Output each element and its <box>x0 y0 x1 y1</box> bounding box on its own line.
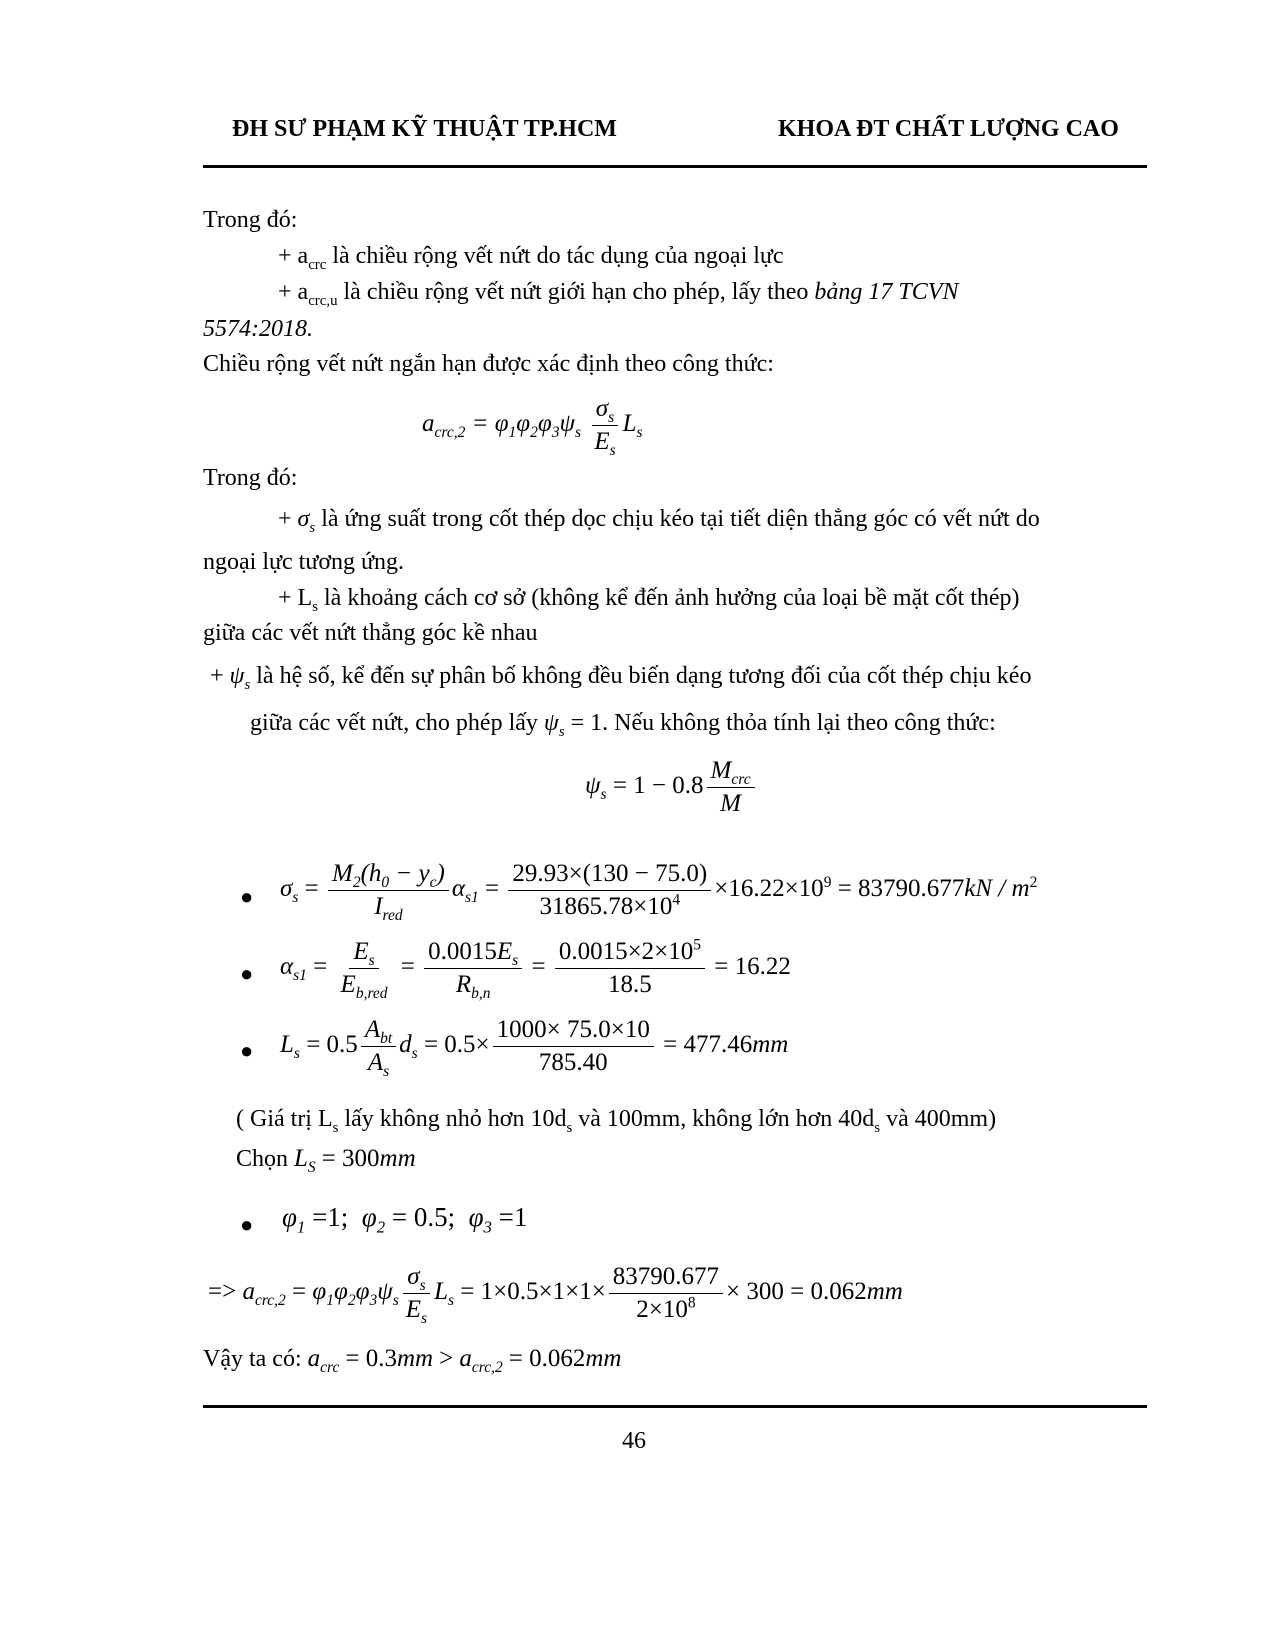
intro-formula: Chiều rộng vết nứt ngắn hạn được xác định theo công thức: <box>203 351 774 377</box>
bullet-icon: ● <box>240 884 254 909</box>
header-left: ĐH SƯ PHẠM KỸ THUẬT TP.HCM <box>232 116 617 142</box>
ls-line1: + $L_s$ là khoảng cách cơ sở (không kể đến ảnh hưởng của loại bề mặt cốt thép) <box>278 585 1020 615</box>
header-right: KHOA ĐT CHẤT LƯỢNG CAO <box>778 116 1119 142</box>
formula-ls: $L_s = 0.5$ $\frac{A_{bt}}{A_s}$ $d_s = 0.5\times$ $\frac{1000\times 75.0\times 10}{785.40}$ = 477.46mm <box>280 1016 789 1080</box>
bullet-icon: ● <box>240 1038 254 1063</box>
chon-line: Chọn $L_S = 300mm$ <box>236 1145 416 1176</box>
formula-acrc2: $a_{crc,2} = \varphi_1\varphi_2\varphi_3\psi_s$ $\frac{\sigma_s}{E_s}$ $L_s$ <box>422 395 643 459</box>
formula-sigma: $\sigma_s$ = $\frac{M_2(h_0 - y_c)}{I_{red}}$ $\alpha_{s1}$ = $\frac{29.93\times(130 - 75.0)}{31865.78\times 10^4}$ $\times 16.22\times 10^9 = 83790.677kN / m^2$ <box>280 860 1038 924</box>
bullet-icon: ● <box>240 1212 254 1237</box>
header-rule <box>203 165 1147 168</box>
item-acrcu: + $a_{crc,u}$ là chiều rộng vết nứt giới hạn cho phép, lấy theo bảng 17 TCVN <box>278 279 959 309</box>
conclusion: Vậy ta có: $a_{crc} = 0.3mm > a_{crc,2} = 0.062mm$ <box>203 1345 622 1376</box>
formula-phi: $\varphi_1 =1$; $\varphi_2 = 0.5$; $\varphi_3 =1$ <box>282 1202 528 1237</box>
sigma-line2: ngoại lực tương ứng. <box>203 549 405 575</box>
bullet-icon: ● <box>240 961 254 986</box>
footer-rule <box>203 1405 1147 1408</box>
ls-note: ( Giá trị $L_s$ lấy không nhỏ hơn $10d_s$ và 100mm, không lớn hơn $40d_s$ và 400mm) <box>236 1106 997 1136</box>
formula-psi: $\psi_s = 1 - 0.8$ $\frac{M_{crc}}{M}$ <box>585 757 758 818</box>
item-acrcu-ref2: 5574:2018. <box>203 316 313 342</box>
item-acrc: + $a_{crc}$ là chiều rộng vết nứt do tác dụng của ngoại lực <box>278 243 784 273</box>
sigma-line1: + $\sigma_s$ là ứng suất trong cốt thép dọc chịu kéo tại tiết diện thẳng góc có vết nứt do <box>278 506 1040 536</box>
psi-line2: giữa các vết nứt, cho phép lấy $\psi_s = 1$. Nếu không thỏa tính lại theo công thức: <box>250 710 996 740</box>
ls-line2: giữa các vết nứt thẳng góc kề nhau <box>203 620 538 646</box>
formula-alpha: $\alpha_{s1}$ = $\frac{E_s}{E_{b,red}}$ = $\frac{0.0015E_s}{R_{b,n}}$ = $\frac{0.0015\times 2\times 10^5}{18.5}$ = 16.22 <box>280 936 791 1002</box>
page-number: 46 <box>622 1428 646 1454</box>
psi-line1: + $\psi_s$ là hệ số, kể đến sự phân bố không đều biến dạng tương đối của cốt thép chịu kéo <box>210 663 1032 693</box>
trong-do-2: Trong đó: <box>203 465 298 491</box>
formula-final: => $a_{crc,2} = \varphi_1\varphi_2\varphi_3\psi_s$ $\frac{\sigma_s}{E_s}$ $L_s = 1\times 0.5\times 1\times 1\times$ $\frac{83790.677}{2\times 10^8}$ × 300 = 0.062mm <box>208 1263 903 1327</box>
trong-do-1: Trong đó: <box>203 207 298 233</box>
